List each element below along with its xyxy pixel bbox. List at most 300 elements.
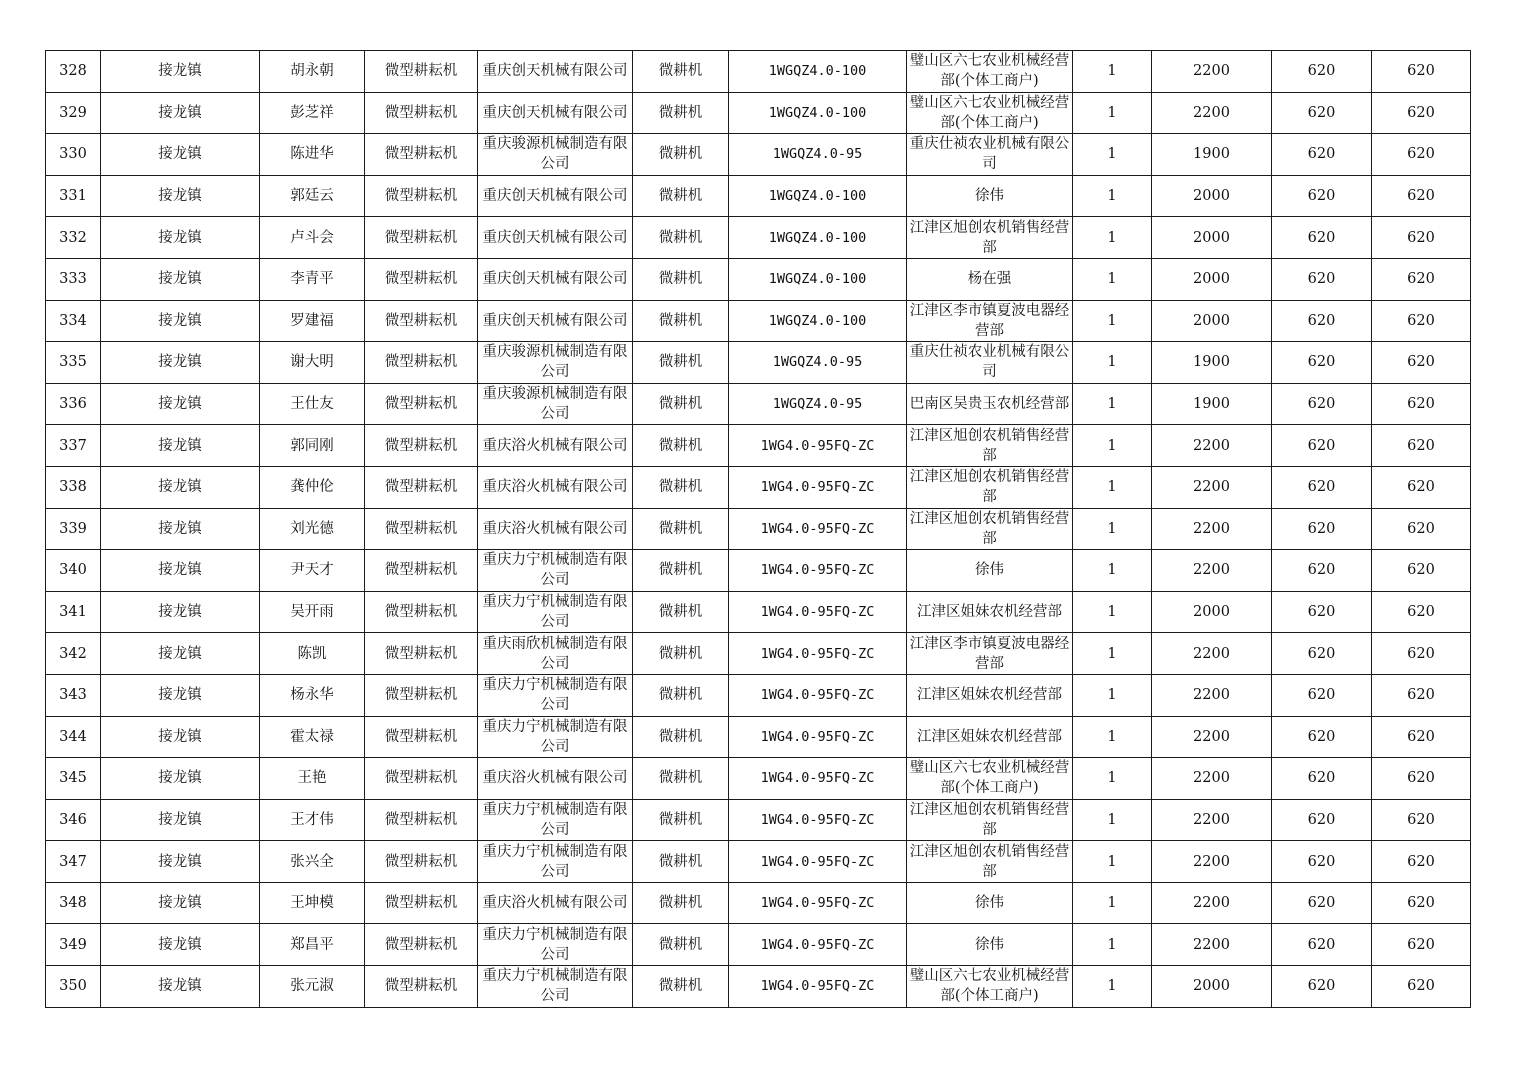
farmer-name-cell: 卢斗会 <box>260 217 365 259</box>
town-cell: 接龙镇 <box>101 716 260 758</box>
manufacturer-cell: 重庆力宁机械制造有限公司 <box>478 550 633 592</box>
town-cell: 接龙镇 <box>101 258 260 300</box>
total-subsidy-cell: 620 <box>1372 841 1471 883</box>
subsidy-cell: 620 <box>1272 51 1372 93</box>
table-row <box>46 591 1471 633</box>
model-cell: 1WGQZ4.0-100 <box>729 300 907 342</box>
machine-category-cell: 微型耕耘机 <box>365 550 478 592</box>
manufacturer-cell: 重庆创天机械有限公司 <box>478 51 633 93</box>
table-row <box>46 466 1471 508</box>
table-row <box>46 841 1471 883</box>
machine-category-cell: 微型耕耘机 <box>365 383 478 425</box>
machine-kind-cell: 微耕机 <box>633 799 729 841</box>
subsidy-cell: 620 <box>1272 217 1372 259</box>
manufacturer-cell: 重庆力宁机械制造有限公司 <box>478 591 633 633</box>
dealer-cell: 江津区旭创农机销售经营部 <box>907 425 1073 467</box>
price-cell: 2000 <box>1152 217 1272 259</box>
subsidy-cell: 620 <box>1272 508 1372 550</box>
manufacturer-cell: 重庆力宁机械制造有限公司 <box>478 924 633 966</box>
price-cell: 2200 <box>1152 466 1272 508</box>
subsidy-cell: 620 <box>1272 633 1372 675</box>
machine-category-cell: 微型耕耘机 <box>365 841 478 883</box>
machine-kind-cell: 微耕机 <box>633 841 729 883</box>
machine-category-cell: 微型耕耘机 <box>365 966 478 1008</box>
town-cell: 接龙镇 <box>101 882 260 924</box>
price-cell: 2200 <box>1152 425 1272 467</box>
town-cell: 接龙镇 <box>101 217 260 259</box>
model-cell: 1WGQZ4.0-100 <box>729 217 907 259</box>
row-number-cell: 347 <box>46 841 101 883</box>
table-row <box>46 882 1471 924</box>
row-number-cell: 348 <box>46 882 101 924</box>
quantity-cell: 1 <box>1073 508 1152 550</box>
quantity-cell: 1 <box>1073 716 1152 758</box>
row-number-cell: 337 <box>46 425 101 467</box>
total-subsidy-cell: 620 <box>1372 882 1471 924</box>
dealer-cell: 重庆仕祯农业机械有限公司 <box>907 342 1073 384</box>
machine-kind-cell: 微耕机 <box>633 217 729 259</box>
table-row <box>46 258 1471 300</box>
machine-kind-cell: 微耕机 <box>633 300 729 342</box>
model-cell: 1WG4.0-95FQ-ZC <box>729 425 907 467</box>
town-cell: 接龙镇 <box>101 383 260 425</box>
quantity-cell: 1 <box>1073 633 1152 675</box>
manufacturer-cell: 重庆浴火机械有限公司 <box>478 508 633 550</box>
machine-kind-cell: 微耕机 <box>633 258 729 300</box>
table-row <box>46 924 1471 966</box>
dealer-cell: 璧山区六七农业机械经营部(个体工商户) <box>907 758 1073 800</box>
row-number-cell: 331 <box>46 175 101 217</box>
row-number-cell: 343 <box>46 674 101 716</box>
subsidy-cell: 620 <box>1272 716 1372 758</box>
model-cell: 1WG4.0-95FQ-ZC <box>729 924 907 966</box>
total-subsidy-cell: 620 <box>1372 799 1471 841</box>
manufacturer-cell: 重庆力宁机械制造有限公司 <box>478 966 633 1008</box>
table-row <box>46 758 1471 800</box>
machine-category-cell: 微型耕耘机 <box>365 134 478 176</box>
subsidy-cell: 620 <box>1272 466 1372 508</box>
row-number-cell: 344 <box>46 716 101 758</box>
table-row <box>46 966 1471 1008</box>
table-row <box>46 383 1471 425</box>
machine-category-cell: 微型耕耘机 <box>365 799 478 841</box>
table-row <box>46 674 1471 716</box>
farmer-name-cell: 王才伟 <box>260 799 365 841</box>
dealer-cell: 徐伟 <box>907 550 1073 592</box>
row-number-cell: 332 <box>46 217 101 259</box>
machine-category-cell: 微型耕耘机 <box>365 258 478 300</box>
farmer-name-cell: 陈凯 <box>260 633 365 675</box>
manufacturer-cell: 重庆骏源机械制造有限公司 <box>478 342 633 384</box>
price-cell: 2200 <box>1152 882 1272 924</box>
town-cell: 接龙镇 <box>101 175 260 217</box>
model-cell: 1WG4.0-95FQ-ZC <box>729 716 907 758</box>
total-subsidy-cell: 620 <box>1372 466 1471 508</box>
quantity-cell: 1 <box>1073 425 1152 467</box>
machine-kind-cell: 微耕机 <box>633 175 729 217</box>
model-cell: 1WGQZ4.0-95 <box>729 342 907 384</box>
price-cell: 2200 <box>1152 799 1272 841</box>
dealer-cell: 江津区旭创农机销售经营部 <box>907 217 1073 259</box>
table-row <box>46 175 1471 217</box>
total-subsidy-cell: 620 <box>1372 51 1471 93</box>
manufacturer-cell: 重庆浴火机械有限公司 <box>478 882 633 924</box>
machine-category-cell: 微型耕耘机 <box>365 300 478 342</box>
row-number-cell: 345 <box>46 758 101 800</box>
machine-category-cell: 微型耕耘机 <box>365 591 478 633</box>
machine-category-cell: 微型耕耘机 <box>365 175 478 217</box>
manufacturer-cell: 重庆创天机械有限公司 <box>478 258 633 300</box>
model-cell: 1WGQZ4.0-100 <box>729 92 907 134</box>
table-row <box>46 633 1471 675</box>
subsidy-cell: 620 <box>1272 300 1372 342</box>
machine-kind-cell: 微耕机 <box>633 508 729 550</box>
quantity-cell: 1 <box>1073 841 1152 883</box>
machine-kind-cell: 微耕机 <box>633 591 729 633</box>
total-subsidy-cell: 620 <box>1372 175 1471 217</box>
manufacturer-cell: 重庆力宁机械制造有限公司 <box>478 841 633 883</box>
total-subsidy-cell: 620 <box>1372 300 1471 342</box>
farmer-name-cell: 李青平 <box>260 258 365 300</box>
farmer-name-cell: 霍太禄 <box>260 716 365 758</box>
dealer-cell: 江津区姐妹农机经营部 <box>907 716 1073 758</box>
farmer-name-cell: 谢大明 <box>260 342 365 384</box>
farmer-name-cell: 龚仲伦 <box>260 466 365 508</box>
table-body <box>46 51 1471 1008</box>
farmer-name-cell: 王坤模 <box>260 882 365 924</box>
total-subsidy-cell: 620 <box>1372 217 1471 259</box>
machine-kind-cell: 微耕机 <box>633 425 729 467</box>
price-cell: 2000 <box>1152 966 1272 1008</box>
price-cell: 2200 <box>1152 841 1272 883</box>
manufacturer-cell: 重庆创天机械有限公司 <box>478 217 633 259</box>
quantity-cell: 1 <box>1073 175 1152 217</box>
farmer-name-cell: 吴开雨 <box>260 591 365 633</box>
total-subsidy-cell: 620 <box>1372 425 1471 467</box>
manufacturer-cell: 重庆浴火机械有限公司 <box>478 425 633 467</box>
total-subsidy-cell: 620 <box>1372 550 1471 592</box>
machine-kind-cell: 微耕机 <box>633 550 729 592</box>
machine-category-cell: 微型耕耘机 <box>365 882 478 924</box>
subsidy-cell: 620 <box>1272 550 1372 592</box>
subsidy-cell: 620 <box>1272 966 1372 1008</box>
model-cell: 1WG4.0-95FQ-ZC <box>729 633 907 675</box>
machine-kind-cell: 微耕机 <box>633 92 729 134</box>
farmer-name-cell: 胡永朝 <box>260 51 365 93</box>
machine-category-cell: 微型耕耘机 <box>365 716 478 758</box>
town-cell: 接龙镇 <box>101 550 260 592</box>
row-number-cell: 334 <box>46 300 101 342</box>
model-cell: 1WG4.0-95FQ-ZC <box>729 466 907 508</box>
dealer-cell: 璧山区六七农业机械经营部(个体工商户) <box>907 51 1073 93</box>
total-subsidy-cell: 620 <box>1372 258 1471 300</box>
model-cell: 1WGQZ4.0-100 <box>729 258 907 300</box>
manufacturer-cell: 重庆力宁机械制造有限公司 <box>478 716 633 758</box>
price-cell: 2200 <box>1152 508 1272 550</box>
table-row <box>46 51 1471 93</box>
subsidy-cell: 620 <box>1272 799 1372 841</box>
price-cell: 2000 <box>1152 591 1272 633</box>
farmer-name-cell: 郭廷云 <box>260 175 365 217</box>
model-cell: 1WGQZ4.0-95 <box>729 383 907 425</box>
model-cell: 1WGQZ4.0-95 <box>729 134 907 176</box>
machine-kind-cell: 微耕机 <box>633 134 729 176</box>
dealer-cell: 徐伟 <box>907 924 1073 966</box>
town-cell: 接龙镇 <box>101 674 260 716</box>
machine-kind-cell: 微耕机 <box>633 633 729 675</box>
dealer-cell: 重庆仕祯农业机械有限公司 <box>907 134 1073 176</box>
town-cell: 接龙镇 <box>101 966 260 1008</box>
subsidy-cell: 620 <box>1272 425 1372 467</box>
quantity-cell: 1 <box>1073 882 1152 924</box>
subsidy-cell: 620 <box>1272 882 1372 924</box>
table-row <box>46 92 1471 134</box>
subsidy-cell: 620 <box>1272 758 1372 800</box>
subsidy-cell: 620 <box>1272 924 1372 966</box>
row-number-cell: 329 <box>46 92 101 134</box>
row-number-cell: 339 <box>46 508 101 550</box>
dealer-cell: 江津区姐妹农机经营部 <box>907 591 1073 633</box>
quantity-cell: 1 <box>1073 342 1152 384</box>
subsidy-cell: 620 <box>1272 674 1372 716</box>
machine-category-cell: 微型耕耘机 <box>365 51 478 93</box>
machine-kind-cell: 微耕机 <box>633 51 729 93</box>
price-cell: 2200 <box>1152 924 1272 966</box>
table-row <box>46 342 1471 384</box>
price-cell: 2200 <box>1152 716 1272 758</box>
total-subsidy-cell: 620 <box>1372 674 1471 716</box>
total-subsidy-cell: 620 <box>1372 758 1471 800</box>
total-subsidy-cell: 620 <box>1372 716 1471 758</box>
table-row <box>46 425 1471 467</box>
price-cell: 2200 <box>1152 51 1272 93</box>
model-cell: 1WG4.0-95FQ-ZC <box>729 799 907 841</box>
farmer-name-cell: 刘光德 <box>260 508 365 550</box>
manufacturer-cell: 重庆力宁机械制造有限公司 <box>478 674 633 716</box>
subsidy-cell: 620 <box>1272 591 1372 633</box>
price-cell: 2200 <box>1152 92 1272 134</box>
machine-kind-cell: 微耕机 <box>633 882 729 924</box>
price-cell: 1900 <box>1152 383 1272 425</box>
farmer-name-cell: 王艳 <box>260 758 365 800</box>
farmer-name-cell: 王仕友 <box>260 383 365 425</box>
quantity-cell: 1 <box>1073 383 1152 425</box>
quantity-cell: 1 <box>1073 591 1152 633</box>
row-number-cell: 342 <box>46 633 101 675</box>
price-cell: 2000 <box>1152 300 1272 342</box>
machine-kind-cell: 微耕机 <box>633 466 729 508</box>
total-subsidy-cell: 620 <box>1372 92 1471 134</box>
row-number-cell: 346 <box>46 799 101 841</box>
table-row <box>46 508 1471 550</box>
farmer-name-cell: 罗建福 <box>260 300 365 342</box>
town-cell: 接龙镇 <box>101 758 260 800</box>
price-cell: 2200 <box>1152 550 1272 592</box>
dealer-cell: 江津区李市镇夏波电器经营部 <box>907 300 1073 342</box>
dealer-cell: 璧山区六七农业机械经营部(个体工商户) <box>907 966 1073 1008</box>
model-cell: 1WG4.0-95FQ-ZC <box>729 882 907 924</box>
manufacturer-cell: 重庆浴火机械有限公司 <box>478 758 633 800</box>
model-cell: 1WG4.0-95FQ-ZC <box>729 550 907 592</box>
machine-kind-cell: 微耕机 <box>633 342 729 384</box>
dealer-cell: 江津区李市镇夏波电器经营部 <box>907 633 1073 675</box>
manufacturer-cell: 重庆骏源机械制造有限公司 <box>478 383 633 425</box>
subsidy-cell: 620 <box>1272 134 1372 176</box>
quantity-cell: 1 <box>1073 258 1152 300</box>
dealer-cell: 江津区姐妹农机经营部 <box>907 674 1073 716</box>
dealer-cell: 徐伟 <box>907 882 1073 924</box>
machine-category-cell: 微型耕耘机 <box>365 92 478 134</box>
machine-kind-cell: 微耕机 <box>633 966 729 1008</box>
farmer-name-cell: 郑昌平 <box>260 924 365 966</box>
model-cell: 1WG4.0-95FQ-ZC <box>729 758 907 800</box>
model-cell: 1WG4.0-95FQ-ZC <box>729 674 907 716</box>
total-subsidy-cell: 620 <box>1372 591 1471 633</box>
subsidy-cell: 620 <box>1272 383 1372 425</box>
subsidy-table <box>45 50 1471 1008</box>
quantity-cell: 1 <box>1073 799 1152 841</box>
total-subsidy-cell: 620 <box>1372 924 1471 966</box>
price-cell: 2000 <box>1152 175 1272 217</box>
town-cell: 接龙镇 <box>101 342 260 384</box>
table-row <box>46 300 1471 342</box>
farmer-name-cell: 尹天才 <box>260 550 365 592</box>
town-cell: 接龙镇 <box>101 633 260 675</box>
model-cell: 1WGQZ4.0-100 <box>729 175 907 217</box>
town-cell: 接龙镇 <box>101 799 260 841</box>
row-number-cell: 341 <box>46 591 101 633</box>
model-cell: 1WG4.0-95FQ-ZC <box>729 966 907 1008</box>
total-subsidy-cell: 620 <box>1372 134 1471 176</box>
manufacturer-cell: 重庆浴火机械有限公司 <box>478 466 633 508</box>
row-number-cell: 335 <box>46 342 101 384</box>
table-row <box>46 217 1471 259</box>
manufacturer-cell: 重庆创天机械有限公司 <box>478 92 633 134</box>
machine-category-cell: 微型耕耘机 <box>365 674 478 716</box>
machine-category-cell: 微型耕耘机 <box>365 758 478 800</box>
manufacturer-cell: 重庆创天机械有限公司 <box>478 300 633 342</box>
row-number-cell: 328 <box>46 51 101 93</box>
subsidy-cell: 620 <box>1272 258 1372 300</box>
row-number-cell: 340 <box>46 550 101 592</box>
farmer-name-cell: 张兴全 <box>260 841 365 883</box>
machine-kind-cell: 微耕机 <box>633 758 729 800</box>
machine-category-cell: 微型耕耘机 <box>365 508 478 550</box>
manufacturer-cell: 重庆骏源机械制造有限公司 <box>478 134 633 176</box>
town-cell: 接龙镇 <box>101 134 260 176</box>
machine-kind-cell: 微耕机 <box>633 383 729 425</box>
subsidy-table-sheet <box>45 50 1470 1008</box>
town-cell: 接龙镇 <box>101 466 260 508</box>
machine-category-cell: 微型耕耘机 <box>365 425 478 467</box>
price-cell: 2200 <box>1152 674 1272 716</box>
dealer-cell: 巴南区吴贵玉农机经营部 <box>907 383 1073 425</box>
quantity-cell: 1 <box>1073 758 1152 800</box>
price-cell: 2200 <box>1152 633 1272 675</box>
price-cell: 1900 <box>1152 134 1272 176</box>
model-cell: 1WG4.0-95FQ-ZC <box>729 508 907 550</box>
price-cell: 1900 <box>1152 342 1272 384</box>
price-cell: 2200 <box>1152 758 1272 800</box>
table-row <box>46 716 1471 758</box>
dealer-cell: 江津区旭创农机销售经营部 <box>907 841 1073 883</box>
dealer-cell: 江津区旭创农机销售经营部 <box>907 466 1073 508</box>
row-number-cell: 336 <box>46 383 101 425</box>
machine-kind-cell: 微耕机 <box>633 924 729 966</box>
farmer-name-cell: 杨永华 <box>260 674 365 716</box>
manufacturer-cell: 重庆雨欣机械制造有限公司 <box>478 633 633 675</box>
subsidy-cell: 620 <box>1272 92 1372 134</box>
total-subsidy-cell: 620 <box>1372 342 1471 384</box>
table-row <box>46 550 1471 592</box>
total-subsidy-cell: 620 <box>1372 508 1471 550</box>
manufacturer-cell: 重庆力宁机械制造有限公司 <box>478 799 633 841</box>
quantity-cell: 1 <box>1073 217 1152 259</box>
row-number-cell: 333 <box>46 258 101 300</box>
farmer-name-cell: 陈进华 <box>260 134 365 176</box>
town-cell: 接龙镇 <box>101 841 260 883</box>
dealer-cell: 江津区旭创农机销售经营部 <box>907 799 1073 841</box>
machine-kind-cell: 微耕机 <box>633 716 729 758</box>
row-number-cell: 338 <box>46 466 101 508</box>
machine-category-cell: 微型耕耘机 <box>365 466 478 508</box>
model-cell: 1WG4.0-95FQ-ZC <box>729 841 907 883</box>
machine-category-cell: 微型耕耘机 <box>365 924 478 966</box>
row-number-cell: 350 <box>46 966 101 1008</box>
farmer-name-cell: 张元淑 <box>260 966 365 1008</box>
row-number-cell: 349 <box>46 924 101 966</box>
model-cell: 1WG4.0-95FQ-ZC <box>729 591 907 633</box>
machine-category-cell: 微型耕耘机 <box>365 217 478 259</box>
town-cell: 接龙镇 <box>101 924 260 966</box>
farmer-name-cell: 彭芝祥 <box>260 92 365 134</box>
town-cell: 接龙镇 <box>101 425 260 467</box>
town-cell: 接龙镇 <box>101 508 260 550</box>
total-subsidy-cell: 620 <box>1372 633 1471 675</box>
town-cell: 接龙镇 <box>101 92 260 134</box>
table-row <box>46 799 1471 841</box>
quantity-cell: 1 <box>1073 924 1152 966</box>
subsidy-cell: 620 <box>1272 342 1372 384</box>
subsidy-cell: 620 <box>1272 841 1372 883</box>
quantity-cell: 1 <box>1073 550 1152 592</box>
town-cell: 接龙镇 <box>101 300 260 342</box>
machine-category-cell: 微型耕耘机 <box>365 633 478 675</box>
machine-category-cell: 微型耕耘机 <box>365 342 478 384</box>
subsidy-cell: 620 <box>1272 175 1372 217</box>
quantity-cell: 1 <box>1073 966 1152 1008</box>
dealer-cell: 璧山区六七农业机械经营部(个体工商户) <box>907 92 1073 134</box>
dealer-cell: 徐伟 <box>907 175 1073 217</box>
dealer-cell: 杨在强 <box>907 258 1073 300</box>
price-cell: 2000 <box>1152 258 1272 300</box>
town-cell: 接龙镇 <box>101 51 260 93</box>
town-cell: 接龙镇 <box>101 591 260 633</box>
dealer-cell: 江津区旭创农机销售经营部 <box>907 508 1073 550</box>
model-cell: 1WGQZ4.0-100 <box>729 51 907 93</box>
table-row <box>46 134 1471 176</box>
quantity-cell: 1 <box>1073 466 1152 508</box>
quantity-cell: 1 <box>1073 300 1152 342</box>
quantity-cell: 1 <box>1073 51 1152 93</box>
quantity-cell: 1 <box>1073 674 1152 716</box>
quantity-cell: 1 <box>1073 134 1152 176</box>
manufacturer-cell: 重庆创天机械有限公司 <box>478 175 633 217</box>
row-number-cell: 330 <box>46 134 101 176</box>
total-subsidy-cell: 620 <box>1372 383 1471 425</box>
farmer-name-cell: 郭同刚 <box>260 425 365 467</box>
total-subsidy-cell: 620 <box>1372 966 1471 1008</box>
